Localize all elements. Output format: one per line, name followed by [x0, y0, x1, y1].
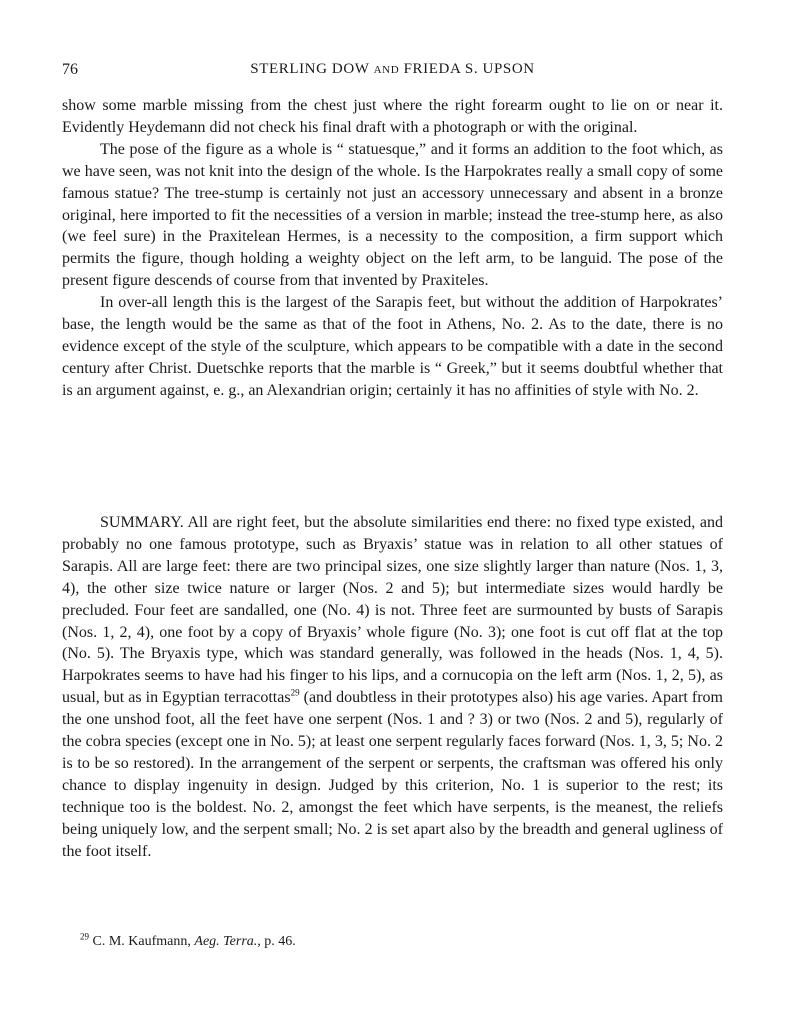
running-header — [62, 61, 723, 83]
summary-section — [62, 512, 723, 863]
paragraph: show some marble missing from the chest just where the right forearm ought to lie on or near it. Evidently Heydemann did not check his final draft with a photograph or with the original. — [62, 97, 723, 136]
author-two: FRIEDA S. UPSON — [403, 61, 535, 77]
footnote-reference: 29 — [290, 687, 300, 698]
footnote-author: C. M. Kaufmann, — [89, 934, 195, 949]
summary-text-before-note: SUMMARY. All are right feet, but the absolute similarities end there: no fixed type existed, and probably no one famous prototype, such as Bryaxis’ statue was in relation to all other statues of Sarapis. All are large feet: there are two principal sizes, one size slightly larger than nature (Nos. 1, 3, 4), the other size twice nature or larger (Nos. 2 and 5); but intermediate sizes would hardly be precluded. Four feet are sandalled, one (No. 4) is not. Three feet are surmounted by busts of Sarapis (Nos. 1, 2, 4), one foot by a copy of Bryaxis’ whole figure (No. 3); one foot is cut off flat at the top (No. 5). The Bryaxis type, which was standard generally, was followed in the heads (Nos. 1, 4, 5). Harpokrates seems to have had his finger to his lips, and a cornucopia on the left arm (Nos. 1, 2, 5), as usual, but as in Egyptian terracottas — [62, 514, 723, 707]
author-conjunction: AND — [373, 64, 400, 76]
page-number: 76 — [62, 61, 78, 78]
footnote-number: 29 — [80, 931, 89, 942]
footnote-pages: , p. 46. — [257, 934, 296, 949]
running-head-authors — [62, 61, 723, 78]
summary-paragraph — [62, 512, 723, 863]
body-text — [62, 95, 723, 402]
paragraph: In over-all length this is the largest of the Sarapis feet, but without the addition of Harpokrates’ base, the length would be the same as that of the foot in Athens, No. 2. As to the date, there is no evidence except of the style of the sculpture, which appears to be compatible with a date in the second century after Christ. Duetschke reports that the marble is “ Greek,” but it seems doubtful whether that is an argument against, e. g., an Alexandrian origin; certainly it has no affinities of style with No. 2. — [62, 294, 723, 399]
footnote — [80, 931, 296, 950]
paragraph: The pose of the figure as a whole is “ statuesque,” and it forms an addition to the foot which, as we have seen, was not knit into the design of the whole. Is the Harpokrates really a small copy of some famous statue? The tree-stump is certainly not just an accessory unnecessary and absent in a bronze original, here imported to fit the necessities of a version in marble; instead the tree-stump here, as also (we feel sure) in the Praxitelean Hermes, is a necessity to the composition, a firm support which permits the figure, though holding a weighty object on the left arm, to be languid. The pose of the present figure descends of course from that invented by Praxiteles. — [62, 140, 723, 290]
author-one: STERLING DOW — [250, 61, 370, 77]
footnote-title: Aeg. Terra. — [194, 934, 258, 949]
summary-text-after-note: (and doubtless in their prototypes also) his age varies. Apart from the one unshod foot, all the feet have one serpent (Nos. 1 and ? 3) or two (Nos. 2 and 5), regularly of the cobra species (except one in No. 5); at least one serpent regularly faces forward (Nos. 1, 3, 5; No. 2 is to be so restored). In the arrangement of the serpent or serpents, the craftsman was offered his only chance to display ingenuity in design. Judged by this criterion, No. 1 is superior to the rest; its technique too is the boldest. No. 2, amongst the feet which have serpents, is the meanest, the reliefs being uniquely low, and the serpent small; No. 2 is set apart also by the breadth and general ugliness of the foot itself. — [62, 689, 724, 860]
